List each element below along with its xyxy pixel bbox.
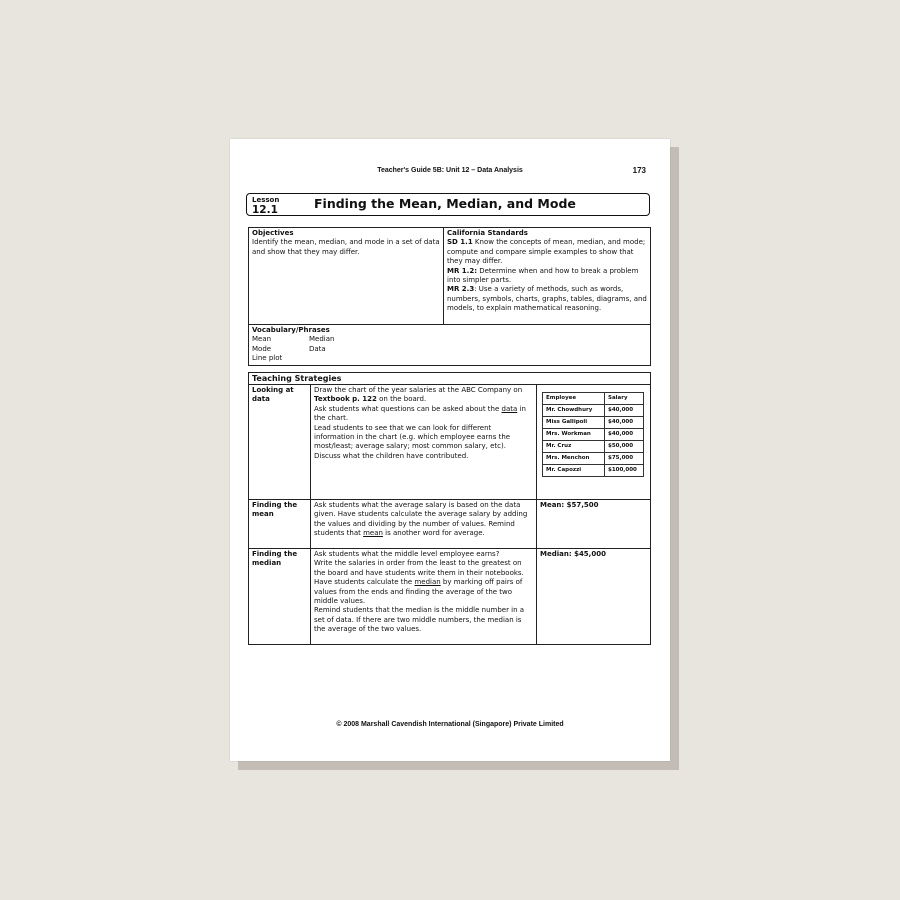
standards-cell [444,228,651,325]
mean-text-cell: Ask students what the average salary is based on the data given. Have students calculate the average salary by adding the values and dividing by the number of values. Remind students that mean is another word for average. [311,500,537,549]
column-header: Employee [543,393,605,405]
page-number: 173 [632,166,646,175]
salary-value: $40,000 [605,417,644,429]
salary-value: $40,000 [605,429,644,441]
looking-para: Lead students to see that we can look for different information in the chart (e.g. which employee earns the most/least; average salary; most common salary, etc). Discuss what the children have contributed. [314,423,511,460]
running-head: Teacher's Guide 5B: Unit 12 – Data Analysis [377,167,523,174]
vocabulary-cell [249,325,651,366]
table-row [543,429,644,441]
vocabulary-heading: Vocabulary/Phrases [252,326,330,334]
vocab-word: Mean [252,335,272,344]
vocab-word: Mode [252,344,272,353]
median-text-cell [311,549,537,645]
objectives-text: Identify the mean, median, and mode in a set of data and show that they may differ. [252,238,440,256]
table-header-row [543,393,644,405]
looking-para: Ask students what questions can be asked about the data in the chart. [314,404,526,423]
table-row [543,417,644,429]
standards-heading: California Standards [447,229,528,237]
employee-name: Miss Gallipoli [543,417,605,429]
lesson-label: Lesson [252,196,280,204]
median-para: Remind students that the median is the middle number in a set of data. If there are two middle numbers, the median is the average of the two values. [314,606,525,634]
vocabulary-list [252,335,647,363]
salary-value: $100,000 [605,465,644,477]
median-para: Ask students what the middle level employee earns? [314,550,500,558]
table-row [543,441,644,453]
salary-value: $75,000 [605,453,644,465]
mean-result: Mean: $57,500 [537,500,651,549]
vocab-word: Median [309,335,335,344]
standard-item: MR 2.3: Use a variety of methods, such as words, numbers, symbols, charts, graphs, tables, diagrams, and models, to explain mathematical reasoning. [447,285,647,313]
salary-value: $40,000 [605,405,644,417]
median-para: Write the salaries in order from the least to the greatest on the board and have students write them in their notebooks. [314,559,524,577]
lesson-number: 12.1 [252,204,278,216]
objectives-cell [249,228,444,325]
strategies-heading: Teaching Strategies [249,373,651,385]
vocab-word: Line plot [252,354,283,363]
employee-name: Mr. Capozzi [543,465,605,477]
objectives-heading: Objectives [252,229,294,237]
median-label: Finding the median [249,549,311,645]
copyright-footer: © 2008 Marshall Cavendish International (Singapore) Private Limited [336,721,564,728]
lesson-title: Finding the Mean, Median, and Mode [314,196,576,211]
looking-para: Draw the chart of the year salaries at the ABC Company on Textbook p. 122 on the board. [314,386,523,404]
vocab-word [309,354,389,363]
table-row [543,405,644,417]
standard-item: MR 1.2: Determine when and how to break a problem into simpler parts. [447,266,639,285]
column-header: Salary [605,393,644,405]
median-result: Median: $45,000 [537,549,651,645]
employee-table-cell [537,385,651,500]
median-para: Have students calculate the median by marking off pairs of values from the ends and finding the average of the two middle values. [314,578,523,606]
table-row [543,465,644,477]
looking-label: Looking at data [249,385,311,500]
table-row [543,453,644,465]
vocab-word: Data [309,344,326,353]
employee-salary-table [542,392,644,477]
standard-item: SD 1.1 Know the concepts of mean, median, and mode; compute and compare simple examples to show that they may differ. [447,238,646,266]
employee-name: Mr. Cruz [543,441,605,453]
employee-name: Mrs. Menchon [543,453,605,465]
salary-value: $50,000 [605,441,644,453]
teaching-strategies-table [248,372,651,645]
employee-name: Mrs. Workman [543,429,605,441]
objectives-table [248,227,651,366]
employee-name: Mr. Chowdhury [543,405,605,417]
mean-label: Finding the mean [249,500,311,549]
document-page [230,139,670,761]
looking-text-cell [311,385,537,500]
lesson-title-box [246,193,650,216]
